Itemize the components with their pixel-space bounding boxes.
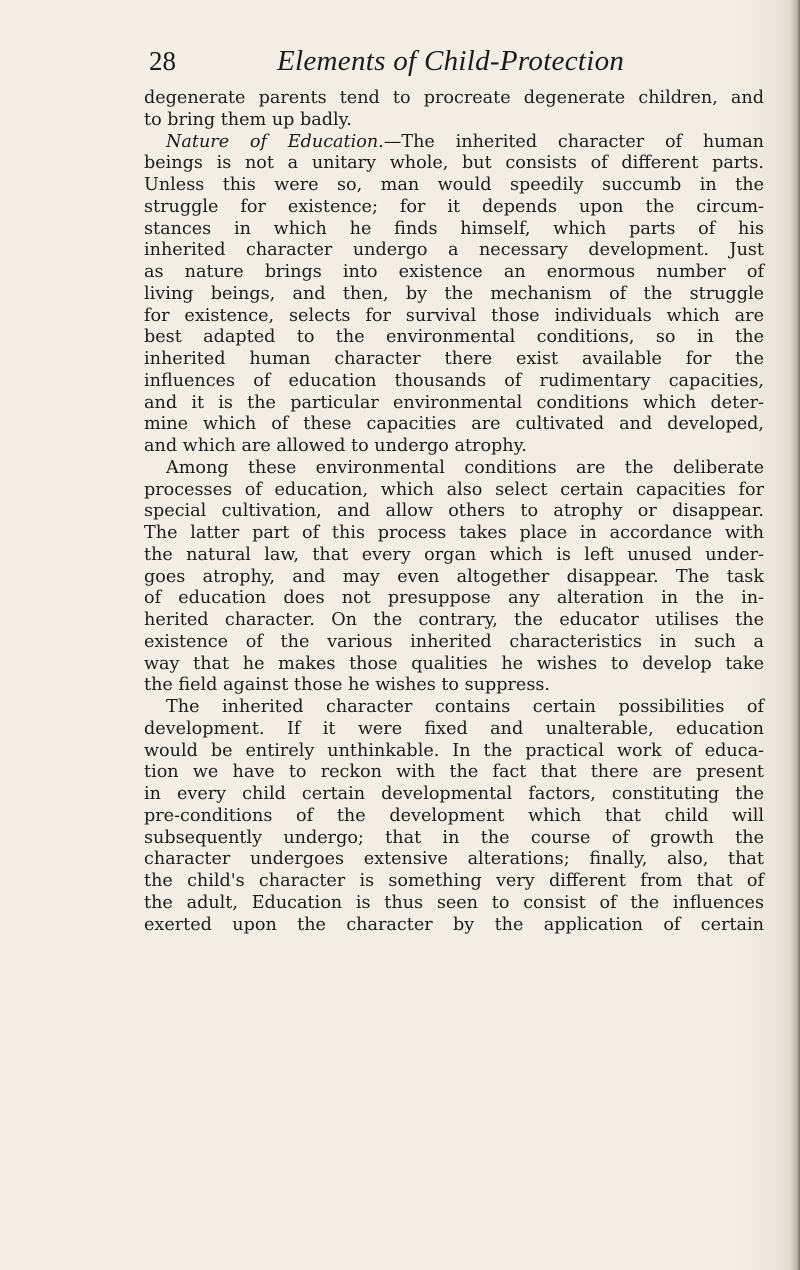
- text-line: best adapted to the environmental conditions, so in the: [144, 327, 764, 348]
- text-line: tion we have to reckon with the fact that there are present: [144, 762, 764, 783]
- text-line: of education does not presuppose any alteration in the in-: [144, 588, 764, 609]
- text-line: inherited human character there exist available for the: [144, 349, 764, 369]
- text-line: [144, 132, 764, 154]
- text-line: mine which of these capacities are cultivated and developed,: [144, 414, 764, 435]
- text-line: pre-conditions of the development which that child will: [144, 805, 764, 826]
- page-edge-shadow: [790, 0, 800, 1270]
- text-line: the child's character is something very different from that of: [144, 871, 764, 891]
- text-line: inherited character undergo a necessary development. Just: [144, 240, 764, 261]
- text-line: exerted upon the character by the application of certain: [144, 914, 764, 935]
- section-heading: Nature of Education.: [166, 131, 384, 152]
- text-line: herited character. On the contrary, the educator utilises the: [144, 610, 764, 630]
- text-line: and which are allowed to undergo atrophy.: [144, 436, 527, 456]
- text-line: Among these environmental conditions are the deliberate: [166, 457, 764, 478]
- page-number: 28: [149, 46, 176, 76]
- text-line: to bring them up badly.: [144, 109, 352, 130]
- text-line: beings is not a unitary whole, but consists of different parts.: [144, 153, 764, 174]
- body-text: [144, 88, 764, 936]
- text-line: the natural law, that every organ which is left unused under-: [144, 544, 764, 565]
- text-line: subsequently undergo; that in the course of growth the: [144, 827, 764, 848]
- text-line: for existence, selects for survival those individuals which are: [144, 305, 764, 326]
- text-line-remainder: —The inherited character of human: [383, 131, 765, 152]
- text-line: the adult, Education is thus seen to consist of the influences: [144, 892, 764, 913]
- text-line: character undergoes extensive alterations; finally, also, that: [144, 849, 764, 870]
- text-line: the field against those he wishes to suppress.: [144, 675, 550, 696]
- text-line: The latter part of this process takes place in accordance with: [144, 523, 764, 543]
- text-line: development. If it were fixed and unalterable, education: [144, 718, 764, 739]
- text-line: processes of education, which also select certain capacities for: [144, 479, 764, 500]
- text-line: influences of education thousands of rudimentary capacities,: [144, 370, 764, 391]
- text-line: existence of the various inherited characteristics in such a: [144, 631, 764, 652]
- text-line: living beings, and then, by the mechanism of the struggle: [144, 283, 764, 304]
- page-header: [149, 46, 669, 86]
- text-line: degenerate parents tend to procreate degenerate children, and: [144, 88, 764, 108]
- running-title: Elements of Child-Protection: [277, 45, 625, 77]
- text-line: would be entirely unthinkable. In the practical work of educa-: [144, 740, 764, 761]
- text-line: struggle for existence; for it depends upon the circum-: [144, 196, 764, 217]
- text-line: way that he makes those qualities he wishes to develop take: [144, 653, 764, 674]
- text-line: as nature brings into existence an enormous number of: [144, 262, 764, 282]
- text-line: in every child certain developmental factors, constituting the: [144, 784, 764, 804]
- text-line: The inherited character contains certain possibilities of: [166, 697, 764, 717]
- text-line: Unless this were so, man would speedily succumb in the: [144, 175, 764, 195]
- text-line: and it is the particular environmental conditions which deter-: [144, 392, 764, 413]
- text-line: goes atrophy, and may even altogether disappear. The task: [144, 566, 764, 587]
- text-line: special cultivation, and allow others to atrophy or disappear.: [144, 501, 764, 522]
- text-line: stances in which he finds himself, which parts of his: [144, 218, 764, 239]
